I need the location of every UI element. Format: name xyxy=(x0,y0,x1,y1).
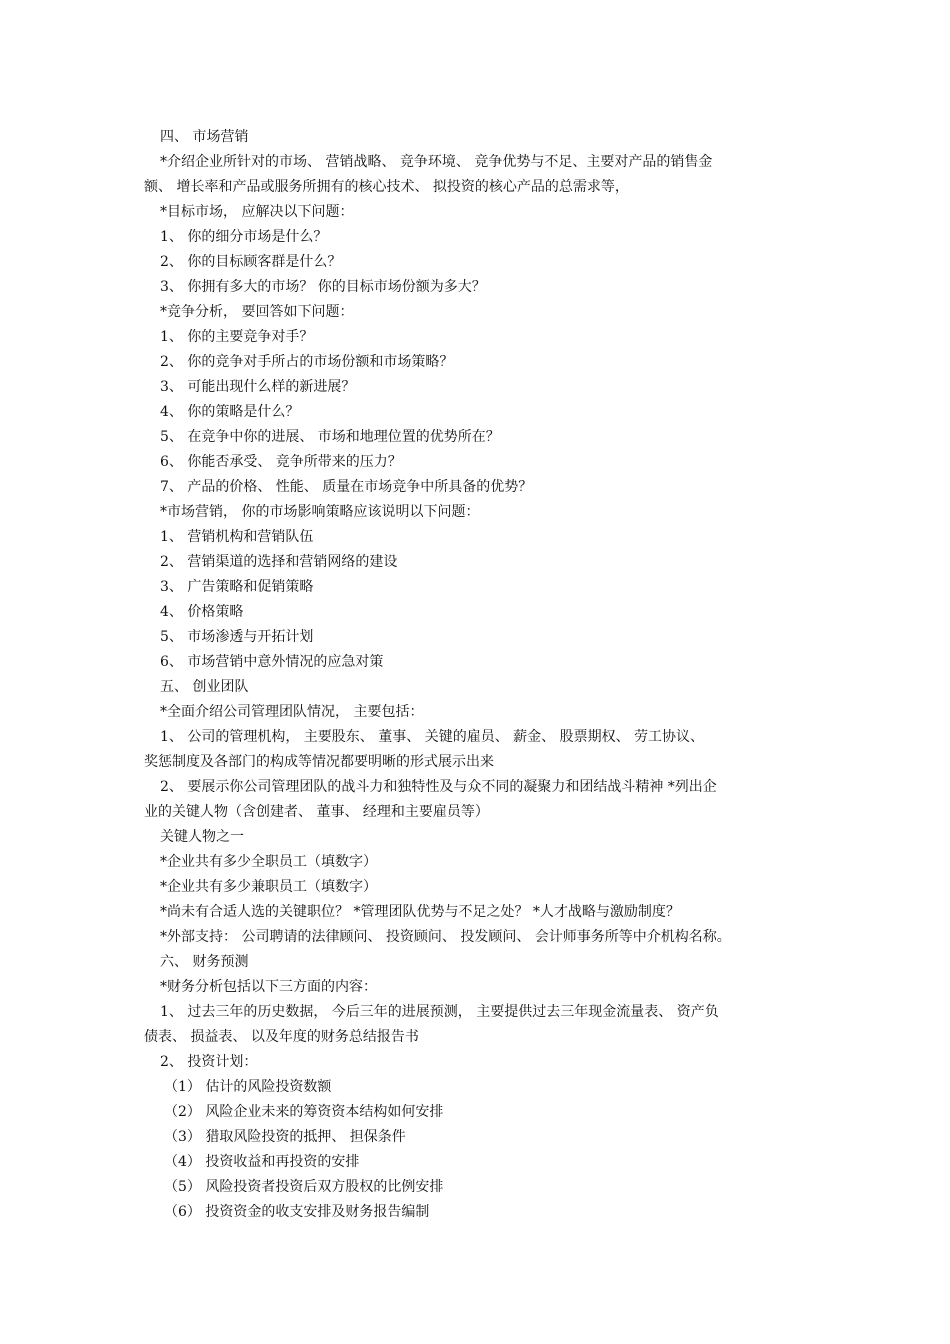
list-item: 4、 你的策略是什么？ xyxy=(160,404,300,420)
sub-list-item: （5） 风险投资者投资后双方股权的比例安排 xyxy=(164,1179,444,1195)
paragraph-line: 奖惩制度及各部门的构成等情况都要明晰的形式展示出来 xyxy=(144,754,494,770)
section-heading-marketing: 四、 市场营销 xyxy=(160,129,249,145)
sub-list-item: （1） 估计的风险投资数额 xyxy=(164,1079,332,1095)
list-item: 1、 你的主要竞争对手？ xyxy=(160,329,314,345)
paragraph-line: *企业共有多少兼职员工（填数字） xyxy=(160,879,377,895)
paragraph-line: 业的关键人物（含创建者、 董事、 经理和主要雇员等） xyxy=(144,804,489,820)
paragraph-line: *介绍企业所针对的市场、 营销战略、 竞争环境、 竞争优势与不足、主要对产品的销售金 xyxy=(160,154,713,170)
list-item: 7、 产品的价格、 性能、 质量在市场竞争中所具备的优势？ xyxy=(160,479,533,495)
paragraph-line: *企业共有多少全职员工（填数字） xyxy=(160,854,377,870)
list-item: 1、 公司的管理机构， 主要股东、 董事、 关键的雇员、 薪金、 股票期权、 劳工协议、 xyxy=(160,729,705,745)
section-heading-finance: 六、 财务预测 xyxy=(160,954,249,970)
paragraph-line: 关键人物之一 xyxy=(160,829,244,845)
list-item: 5、 在竞争中你的进展、 市场和地理位置的优势所在？ xyxy=(160,429,500,445)
sub-list-item: （3） 猎取风险投资的抵押、 担保条件 xyxy=(164,1129,406,1145)
sub-list-item: （4） 投资收益和再投资的安排 xyxy=(164,1154,360,1170)
list-item: 4、 价格策略 xyxy=(160,604,244,620)
subheading-competition: *竞争分析， 要回答如下问题： xyxy=(160,304,354,320)
section-heading-team: 五、 创业团队 xyxy=(160,679,249,695)
list-item: 2、 你的竞争对手所占的市场份额和市场策略？ xyxy=(160,354,454,370)
list-item: 3、 你拥有多大的市场？ 你的目标市场份额为多大？ xyxy=(160,279,486,295)
paragraph-line: 债表、 损益表、 以及年度的财务总结报告书 xyxy=(144,1029,419,1045)
list-item: 6、 你能否承受、 竞争所带来的压力？ xyxy=(160,454,402,470)
document-body xyxy=(0,125,950,1225)
list-item: 2、 要展示你公司管理团队的战斗力和独特性及与众不同的凝聚力和团结战斗精神 *列出企 xyxy=(160,779,717,795)
list-item: 5、 市场渗透与开拓计划 xyxy=(160,629,314,645)
subheading-team-overview: *全面介绍公司管理团队情况， 主要包括： xyxy=(160,704,424,720)
list-item: 1、 你的细分市场是什么？ xyxy=(160,229,328,245)
list-item: 1、 营销机构和营销队伍 xyxy=(160,529,314,545)
subheading-marketing-strategy: *市场营销， 你的市场影响策略应该说明以下问题： xyxy=(160,504,480,520)
list-item: 2、 营销渠道的选择和营销网络的建设 xyxy=(160,554,398,570)
subheading-target-market: *目标市场， 应解决以下问题： xyxy=(160,204,354,220)
paragraph-line: *外部支持： 公司聘请的法律顾问、 投资顾问、 投发顾问、 会计师事务所等中介机构名称。 xyxy=(160,929,731,945)
paragraph-line: 额、 增长率和产品或服务所拥有的核心技术、 拟投资的核心产品的总需求等， xyxy=(144,179,629,195)
sub-list-item: （2） 风险企业未来的筹资资本结构如何安排 xyxy=(164,1104,444,1120)
sub-list-item: （6） 投资资金的收支安排及财务报告编制 xyxy=(164,1204,430,1220)
list-item: 1、 过去三年的历史数据， 今后三年的进展预测， 主要提供过去三年现金流量表、 资产负 xyxy=(160,1004,719,1020)
subheading-financial-analysis: *财务分析包括以下三方面的内容： xyxy=(160,979,377,995)
paragraph-line: *尚未有合适人选的关键职位？ *管理团队优势与不足之处？ *人才战略与激励制度？ xyxy=(160,904,680,920)
list-item: 3、 可能出现什么样的新进展？ xyxy=(160,379,356,395)
list-item: 3、 广告策略和促销策略 xyxy=(160,579,314,595)
list-item: 6、 市场营销中意外情况的应急对策 xyxy=(160,654,384,670)
list-item: 2、 投资计划： xyxy=(160,1054,258,1070)
list-item: 2、 你的目标顾客群是什么？ xyxy=(160,254,342,270)
